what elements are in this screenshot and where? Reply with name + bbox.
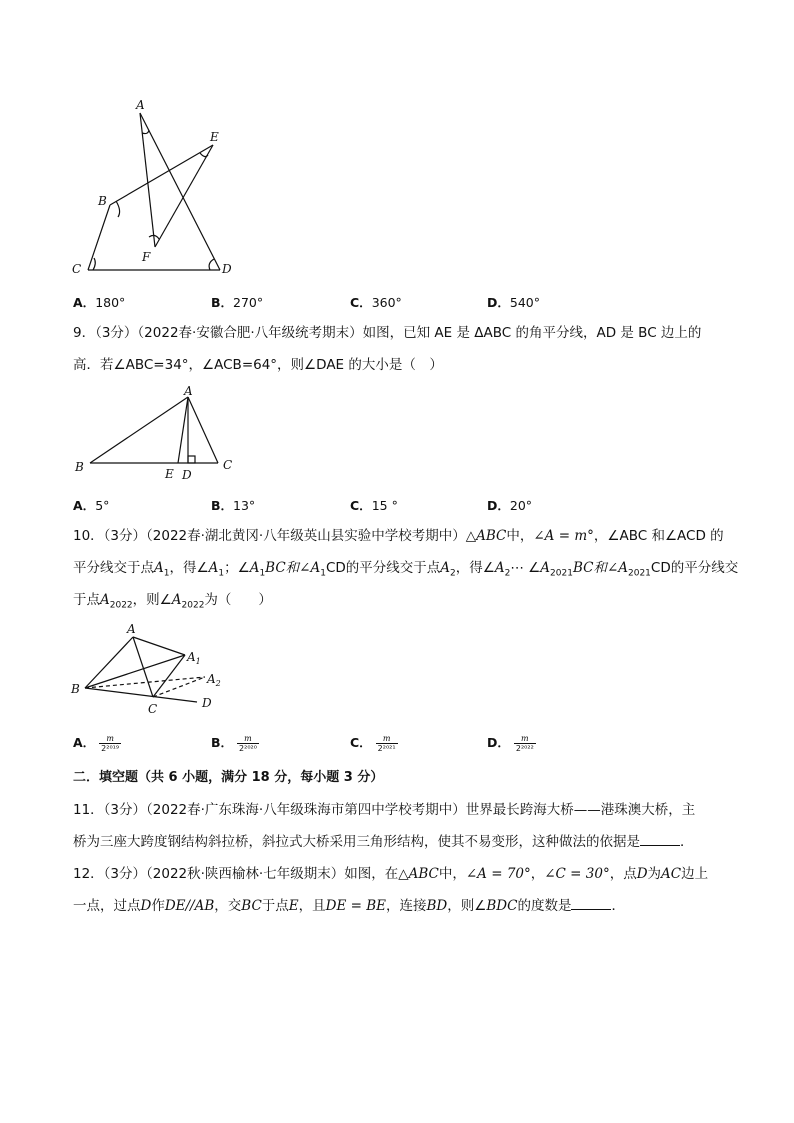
q11-stem-line2: 桥为三座大跨度钢结构斜拉桥，斜拉式大桥采用三角形结构，使其不易变形，这种做法的依据是 ． bbox=[73, 834, 694, 850]
label-d: D bbox=[202, 696, 212, 710]
q10-option-d[interactable]: D． $\frac{m}{\text{2²⁰²²}}$ bbox=[487, 734, 534, 753]
segment-cb bbox=[88, 205, 110, 270]
q9-stem-line2: 高．若∠ABC=34°，∠ACB=64°，则∠DAE 的大小是（ ） bbox=[73, 357, 443, 373]
label-a: A bbox=[136, 98, 145, 112]
label-e: E bbox=[210, 130, 219, 144]
label-c: C bbox=[223, 458, 233, 472]
q10-figure bbox=[65, 615, 240, 720]
q8-option-b[interactable]: B．270° bbox=[211, 295, 264, 310]
label-c: C bbox=[148, 702, 158, 716]
q10-option-a[interactable]: A． $\frac{m}{\text{2²⁰¹⁹}}$ bbox=[73, 734, 120, 753]
label-c: C bbox=[72, 262, 82, 276]
label-a: A bbox=[184, 385, 193, 398]
label-e: E bbox=[165, 467, 174, 481]
q10-options bbox=[73, 733, 713, 753]
q8-option-c[interactable]: C．360° bbox=[350, 295, 402, 310]
q10-stem-line2: 平分线交于点$A_1$，得$\angle A_1$；$\angle A_1BC$和$\angle A_1CD$的平分线交于点$A_2$，得$\angle A_2\cdots$ $\angle A_{2021}BC$和$\angle A_{2021}CD$的平分线交 bbox=[73, 560, 739, 579]
q9-stem-line1: 9．（3分）（2022春·安徽合肥·八年级统考期末）如图，已知 AE 是 ΔABC 的角平分线，AD 是 BC 边上的 bbox=[73, 325, 702, 341]
q8-figure bbox=[60, 95, 250, 280]
q9-option-b[interactable]: B．13° bbox=[211, 498, 256, 513]
label-f: F bbox=[142, 250, 151, 264]
q9-option-a[interactable]: A．5° bbox=[73, 498, 110, 513]
label-a1: $A_1$ bbox=[187, 650, 201, 666]
q9-option-d[interactable]: D．20° bbox=[487, 498, 533, 513]
label-b: B bbox=[71, 682, 80, 696]
q11-stem-line1: 11．（3分）（2022春·广东珠海·八年级珠海市第四中学校考期中）世界最长跨海大桥——港珠澳大桥，主 bbox=[73, 802, 696, 818]
q10-option-c[interactable]: C． $\frac{m}{\text{2²⁰²¹}}$ bbox=[350, 734, 396, 753]
q9-figure bbox=[70, 385, 245, 485]
q12-stem-line1: 12．（3分）（2022秋·陕西榆林·七年级期末）如图，在△ABC中，∠A = 70°，∠C = 30°，点D为AC边上 bbox=[73, 866, 709, 882]
q9-option-c[interactable]: C．15 ° bbox=[350, 498, 398, 513]
q12-answer-blank[interactable] bbox=[571, 897, 611, 910]
label-b: B bbox=[75, 460, 84, 474]
segment-ad bbox=[140, 113, 220, 270]
label-d: D bbox=[222, 262, 232, 276]
label-a: A bbox=[127, 622, 136, 636]
q9-options bbox=[73, 496, 713, 514]
q11-answer-blank[interactable] bbox=[640, 833, 680, 846]
q8-options bbox=[73, 293, 713, 311]
q10-option-b[interactable]: B． $\frac{m}{\text{2²⁰²⁰}}$ bbox=[211, 734, 257, 753]
label-b: B bbox=[98, 194, 107, 208]
section2-title: 二．填空题（共 6 小题，满分 18 分，每小题 3 分） bbox=[73, 770, 384, 785]
label-d: D bbox=[182, 468, 192, 482]
label-a2: $A_2$ bbox=[207, 672, 221, 688]
q10-stem-line3: 于点$A_{2022}$，则$\angle A_{2022}$为（ ） bbox=[73, 592, 272, 611]
q8-option-a[interactable]: A．180° bbox=[73, 295, 126, 310]
q10-stem-line1: 10．（3分）（2022春·湖北黄冈·八年级英山县实验中学校考期中）△ABC中，∠A = m°，∠ABC 和∠ACD 的 bbox=[73, 528, 724, 544]
q12-stem-line2: 一点，过点D作DE//AB，交BC于点E，且DE = BE，连接BD，则∠BDC的度数是 ． bbox=[73, 898, 625, 914]
q8-option-d[interactable]: D．540° bbox=[487, 295, 540, 310]
